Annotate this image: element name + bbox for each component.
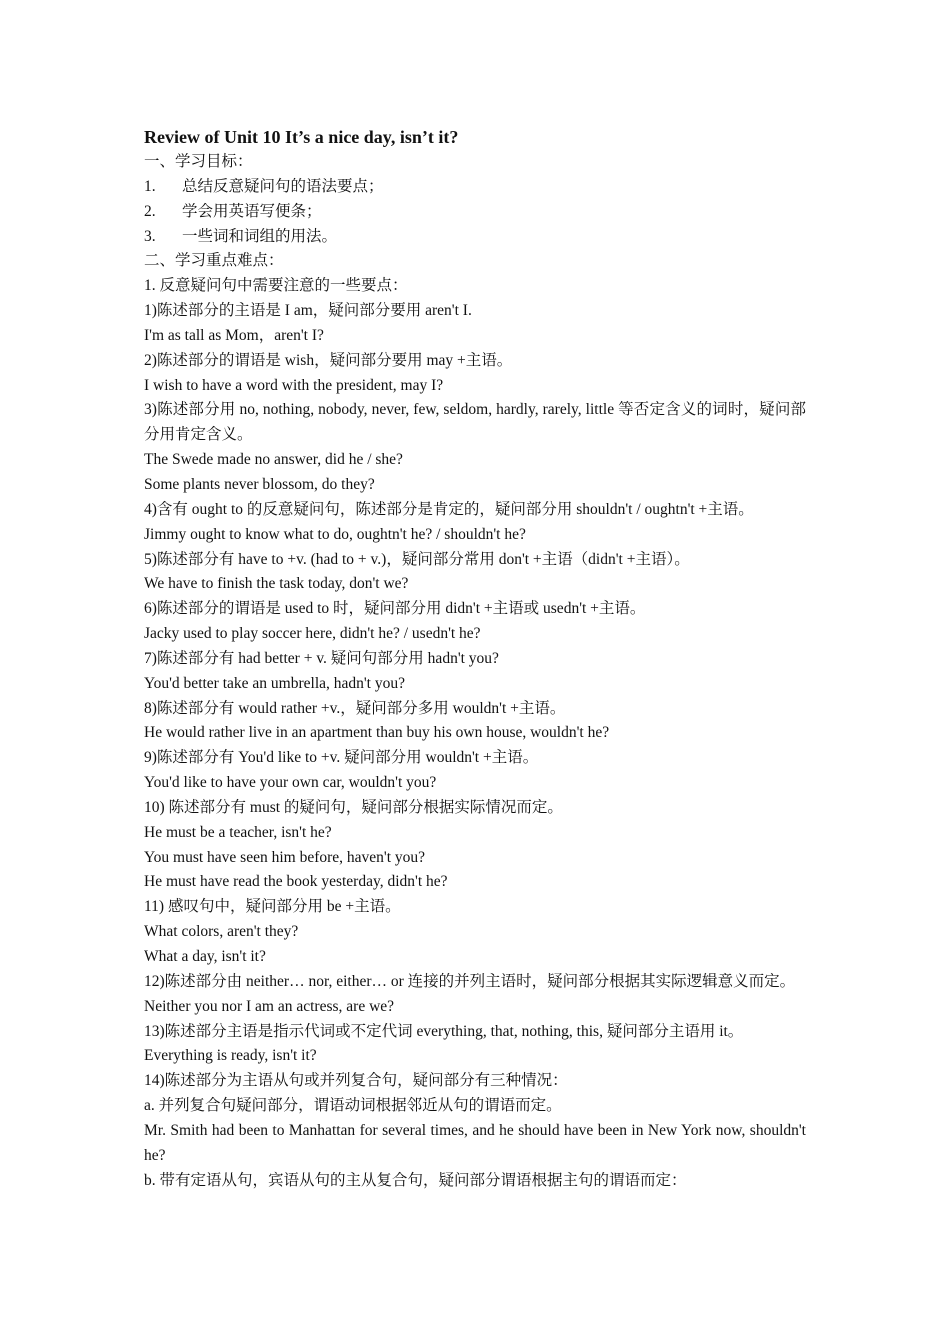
rule-text: 4)含有 ought to 的反意疑问句，陈述部分是肯定的，疑问部分用 shouldn't / oughtn't +主语。: [144, 500, 754, 518]
example-sentence: He must be a teacher, isn't he?: [144, 823, 332, 841]
rule-text: 1)陈述部分的主语是 I am，疑问部分要用 aren't I.: [144, 302, 472, 320]
rule-text: 13)陈述部分主语是指示代词或不定代词 everything, that, nothing, this, 疑问部分主语用 it。: [144, 1022, 744, 1040]
objective-item: [144, 175, 806, 200]
example-sentence: Mr. Smith had been to Manhattan for several times, and he should have been in New York now, shouldn't he?: [144, 1121, 806, 1164]
rule-text: 10) 陈述部分有 must 的疑问句，疑问部分根据实际情况而定。: [144, 798, 563, 816]
example-sentence: I wish to have a word with the president, may I?: [144, 376, 444, 394]
objective-text: 总结反意疑问句的语法要点；: [182, 177, 384, 195]
rule-subpoint: b. 带有定语从句，宾语从句的主从复合句，疑问部分谓语根据主句的谓语而定：: [144, 1171, 687, 1189]
rule-text: 3)陈述部分用 no, nothing, nobody, never, few, seldom, hardly, rarely, little 等否定含义的词时，疑问部分用肯定含义。: [144, 401, 806, 444]
example-sentence: You'd like to have your own car, wouldn't you?: [144, 774, 437, 792]
example-sentence: I'm as tall as Mom，aren't I?: [144, 326, 324, 344]
rule-text: 14)陈述部分为主语从句或并列复合句，疑问部分有三种情况：: [144, 1072, 568, 1090]
document-body: [144, 124, 806, 1193]
example-sentence: He would rather live in an apartment than buy his own house, wouldn't he?: [144, 724, 610, 742]
example-sentence: We have to finish the task today, don't we?: [144, 575, 409, 593]
objective-number: 3.: [144, 227, 156, 245]
example-sentence: He must have read the book yesterday, didn't he?: [144, 873, 448, 891]
objective-number: 2.: [144, 202, 156, 220]
example-sentence: The Swede made no answer, did he / she?: [144, 451, 403, 469]
objective-text: 一些词和词组的用法。: [182, 227, 338, 245]
example-sentence: What a day, isn't it?: [144, 948, 266, 965]
rule-text: 12)陈述部分由 neither… nor, either… or 连接的并列主语时，疑问部分根据其实际逻辑意义而定。: [144, 972, 796, 990]
example-sentence: You'd better take an umbrella, hadn't you?: [144, 674, 405, 692]
example-sentence: Jimmy ought to know what to do, oughtn't he? / shouldn't he?: [144, 525, 526, 543]
rule-text: 5)陈述部分有 have to +v. (had to + v.)，疑问部分常用 don't +主语（didn't +主语）。: [144, 550, 690, 568]
example-sentence: You must have seen him before, haven't you?: [144, 848, 426, 866]
example-sentence: Everything is ready, isn't it?: [144, 1047, 317, 1065]
objective-number: 1.: [144, 177, 156, 195]
rule-text: 9)陈述部分有 You'd like to +v. 疑问部分用 wouldn't +主语。: [144, 749, 539, 767]
example-sentence: Jacky used to play soccer here, didn't he? / usedn't he?: [144, 625, 481, 643]
rule-text: 8)陈述部分有 would rather +v.，疑问部分多用 wouldn't +主语。: [144, 699, 566, 717]
example-sentence: Some plants never blossom, do they?: [144, 475, 375, 493]
objective-item: [144, 200, 806, 225]
rule-text: 2)陈述部分的谓语是 wish，疑问部分要用 may +主语。: [144, 351, 513, 369]
example-sentence: What colors, aren't they?: [144, 923, 299, 941]
document-title: Review of Unit 10 It’s a nice day, isn’t it?: [144, 127, 459, 147]
rule-text: 7)陈述部分有 had better + v. 疑问句部分用 hadn't you?: [144, 649, 499, 667]
objective-item: [144, 225, 806, 250]
section-heading-objectives: 一、学习目标：: [144, 153, 253, 170]
rule-text: 11) 感叹句中，疑问部分用 be +主语。: [144, 898, 401, 916]
section-heading-key-points: 二、学习重点难点：: [144, 252, 284, 270]
rule-text: 6)陈述部分的谓语是 used to 时，疑问部分用 didn't +主语或 usedn't +主语。: [144, 600, 646, 618]
objective-text: 学会用英语写便条；: [182, 202, 322, 220]
example-sentence: Neither you nor I am an actress, are we?: [144, 997, 395, 1015]
point-heading: 1. 反意疑问句中需要注意的一些要点：: [144, 277, 408, 295]
rule-subpoint: a. 并列复合句疑问部分，谓语动词根据邻近从句的谓语而定。: [144, 1097, 562, 1115]
